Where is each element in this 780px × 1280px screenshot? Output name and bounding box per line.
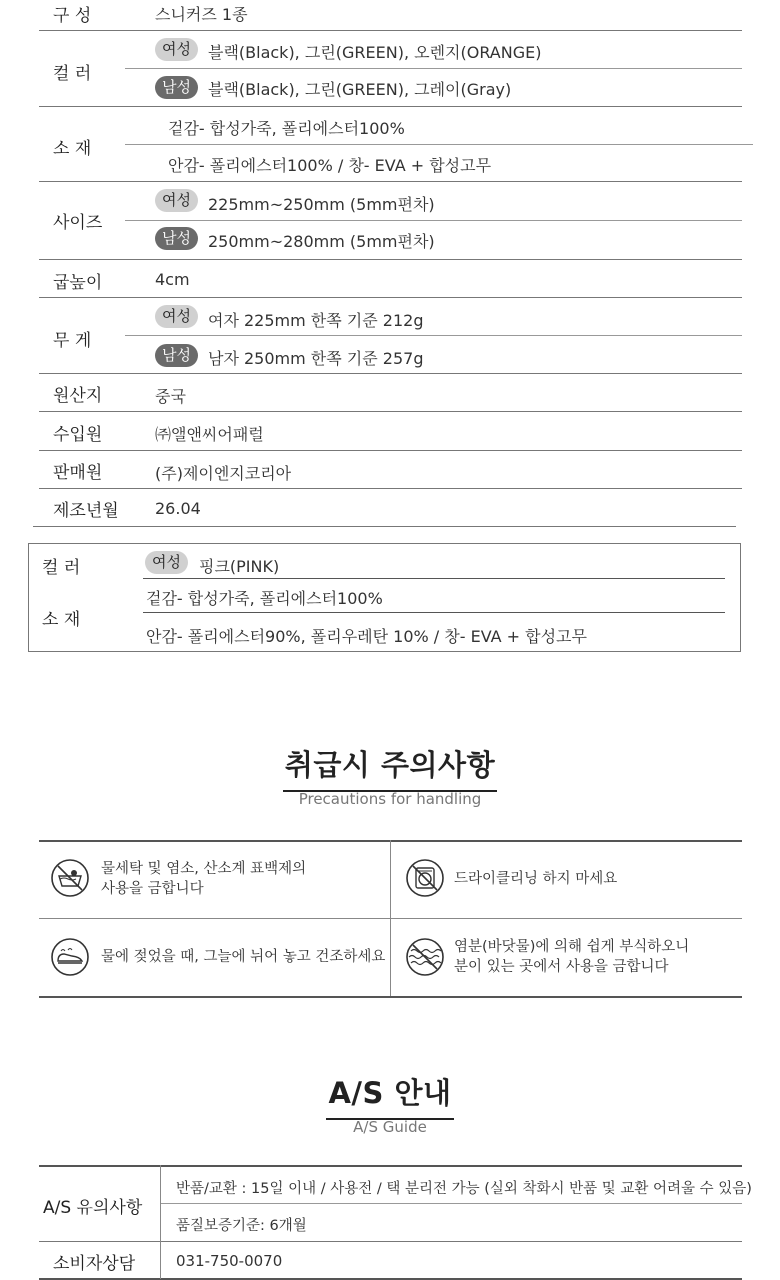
- divider: [39, 1165, 742, 1167]
- divider: [39, 450, 742, 451]
- care-text-4: 염분(바닷물)에 의해 쉽게 부식하오니 분이 있는 곳에서 사용을 금합니다: [454, 939, 690, 975]
- divider: [39, 411, 742, 412]
- no-salt-icon: [405, 937, 445, 977]
- female-badge: 여성: [155, 305, 198, 328]
- material-inner: 안감- 폴리에스터100% / 창- EVA + 합성고무: [168, 156, 492, 175]
- as-subtitle: A/S Guide: [353, 1118, 427, 1136]
- origin-value: 중국: [155, 387, 186, 406]
- importer-value: ㈜앨앤씨어패럴: [155, 425, 264, 444]
- divider: [39, 488, 742, 489]
- pink-material-outer: 겉감- 합성가죽, 폴리에스터100%: [146, 589, 383, 608]
- importer-label: 수입원: [53, 425, 103, 445]
- divider: [39, 1278, 742, 1280]
- care-subtitle: Precautions for handling: [298, 790, 482, 808]
- size-female-value: 225mm~250mm (5mm편차): [208, 195, 435, 214]
- male-badge: 남성: [155, 344, 198, 367]
- color-label: 컬 러: [53, 64, 92, 84]
- care-title: [0, 743, 780, 792]
- divider: [39, 297, 742, 298]
- material-label: 소 재: [53, 139, 92, 159]
- male-badge: 남성: [155, 227, 198, 250]
- divider: [39, 106, 742, 107]
- as-notice-line1: 반품/교환 : 15일 이내 / 사용전 / 택 분리전 가능 (실외 착화시 반품 및 교환 어려울 수 있음): [176, 1181, 752, 1197]
- material-outer: 겉감- 합성가죽, 폴리에스터100%: [168, 119, 405, 138]
- divider: [33, 526, 736, 527]
- color-male-value: 블랙(Black), 그린(GREEN), 그레이(Gray): [208, 80, 512, 99]
- divider: [143, 612, 725, 613]
- no-washing-bleach-icon: [50, 858, 90, 898]
- as-notice-label: A/S 유의사항: [43, 1198, 143, 1218]
- female-badge: 여성: [155, 38, 198, 61]
- size-male-value: 250mm~280mm (5mm편차): [208, 232, 435, 251]
- pink-color-label: 컬 러: [42, 558, 81, 578]
- divider: [39, 181, 742, 182]
- as-notice-line2: 품질보증기준: 6개월: [176, 1218, 307, 1234]
- divider: [39, 30, 742, 31]
- seller-value: (주)제이엔지코리아: [155, 464, 292, 483]
- heel-value: 4cm: [155, 270, 190, 289]
- care-title-text: 취급시 주의사항: [283, 743, 497, 792]
- weight-female-value: 여자 225mm 한쪽 기준 212g: [208, 311, 424, 330]
- divider: [125, 68, 742, 69]
- divider: [39, 373, 742, 374]
- shade-dry-shoe-icon: [50, 937, 90, 977]
- divider: [160, 1203, 742, 1204]
- weight-male-value: 남자 250mm 한쪽 기준 257g: [208, 349, 424, 368]
- male-badge: 남성: [155, 76, 198, 99]
- divider: [160, 1165, 161, 1279]
- no-dry-cleaning-icon: [405, 858, 445, 898]
- pink-material-inner: 안감- 폴리에스터90%, 폴리우레탄 10% / 창- EVA + 합성고무: [146, 627, 587, 646]
- divider: [39, 259, 742, 260]
- composition-value: 스니커즈 1종: [155, 5, 248, 24]
- care-text-2: 드라이클리닝 하지 마세요: [454, 871, 618, 887]
- size-label: 사이즈: [53, 213, 103, 233]
- manufactured-label: 제조년월: [53, 501, 119, 521]
- as-title: [0, 1071, 780, 1120]
- color-female-value: 블랙(Black), 그린(GREEN), 오렌지(ORANGE): [208, 43, 542, 62]
- divider: [125, 220, 742, 221]
- female-badge: 여성: [155, 189, 198, 212]
- divider: [125, 335, 742, 336]
- female-badge: 여성: [145, 551, 188, 574]
- divider: [125, 144, 753, 145]
- seller-label: 판매원: [53, 463, 103, 483]
- care-text-3: 물에 젖었을 때, 그늘에 뉘어 놓고 건조하세요: [101, 949, 386, 965]
- heel-label: 굽높이: [53, 273, 103, 293]
- as-consult-value: 031-750-0070: [176, 1252, 283, 1270]
- divider: [39, 1241, 742, 1242]
- manufactured-value: 26.04: [155, 499, 201, 518]
- divider: [39, 996, 742, 998]
- divider: [143, 578, 725, 579]
- origin-label: 원산지: [53, 386, 103, 406]
- as-consult-label: 소비자상담: [53, 1254, 136, 1274]
- divider: [390, 840, 391, 996]
- pink-color-value: 핑크(PINK): [199, 557, 280, 576]
- care-text-1: 물세탁 및 염소, 산소계 표백제의 사용을 금합니다: [101, 861, 307, 897]
- pink-material-label: 소 재: [42, 610, 81, 630]
- weight-label: 무 게: [53, 331, 92, 351]
- composition-label: 구 성: [53, 6, 92, 26]
- as-title-text: A/S 안내: [326, 1071, 453, 1120]
